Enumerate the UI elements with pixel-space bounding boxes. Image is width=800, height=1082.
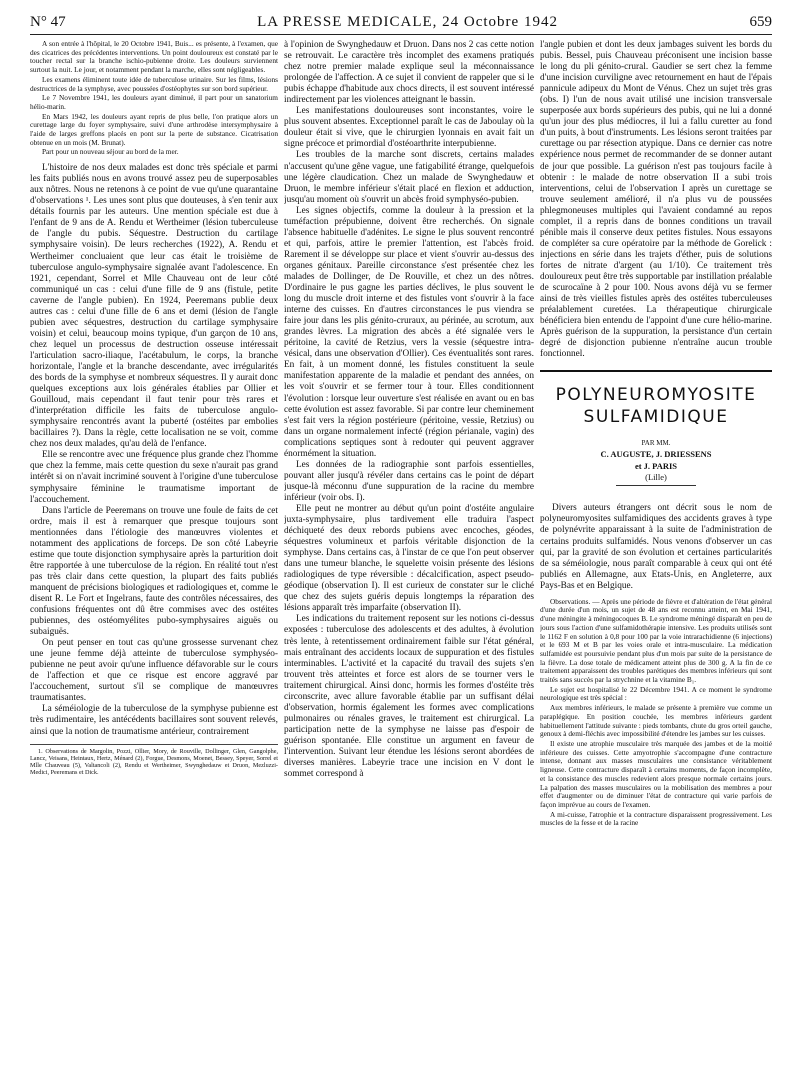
- issue-number: N° 47: [30, 14, 66, 30]
- observation-paragraph: Le sujet est hospitalisé le 22 Décembre 1941. A ce moment le syndrome neurologique est très spécial :: [540, 684, 772, 703]
- article-separator: [540, 370, 772, 372]
- case-paragraph: A son entrée à l'hôpital, le 20 Octobre 1941, Buis... es présente, à l'examen, que des cicatrices des précédentes interventions. Un point douloureux est constaté par le toucher rectal sur la branche ischio-pubienne droite. Les douleurs surviennent surtout la nuit. Le jour, et notamment pendant la marche, elles sont négligeables.: [30, 40, 278, 75]
- body-paragraph: Les manifestations douloureuses sont inconstantes, voire le plus souvent absentes. Exceptionnel paraît le cas de Jaboulay où la douleur était si vive, que le chirurgien lyonnais en avait fait un signe précoce et primordial d'ostéoarthrite interpubienne.: [284, 106, 534, 150]
- column-middle: [284, 40, 534, 1068]
- article-paragraph: Divers auteurs étrangers ont décrit sous le nom de polyneuromyosites sulfamidiques des accidents graves à type de polynévrite apparaissant à la suite de l'administration de certains produits sulfamidés. Nous venons d'observer un cas qui, par la gravité de son évolution et certaines particularités de sa séméiologie, nous paraît comparable à ceux qui ont été publiés en Allemagne, aux Etats-Unis, en Angleterre, aux Pays-Bas et en Belgique.: [540, 503, 772, 591]
- header-rule: [30, 34, 772, 35]
- article-title-line: SULFAMIDIQUE: [583, 407, 729, 428]
- journal-title: LA PRESSE MEDICALE, 24 Octobre 1942: [257, 14, 558, 30]
- body-paragraph: Les données de la radiographie sont parfois essentielles, pouvant aller jusqu'à révéler dans certains cas le point de départ jusque-là méconnu d'une suppuration de la racine du membre inférieur (voir obs. I).: [284, 459, 534, 503]
- observation-paragraph: Observations. — Après une période de fièvre et d'altération de l'état général d'une durée d'un mois, un sujet de 48 ans est reconnu atteint, en Mai 1941, d'une méningite à méningocoques B. Le syndrome méningé disparaît en peu de jours sous l'action d'une sulfamidothérapie intensive. Les produits utilisés sont le 1162 F en solution à 0,8 pour 100 par la voie intrarachidienne (6 injections) et le 693 M et B par les voies orale et intra-musculaire. La médication sulfamidée est poursuivie pendant plus d'un mois par suite de la persistance de la fièvre. La dose totale de médicament atteint plus de 300 g. A la fin de ce traitement apparaissent des troubles parétiques des membres inférieurs qui sont traités sans succès par la strychnine et la vitamine B₁.: [540, 596, 772, 685]
- byline-par: PAR MM.: [641, 439, 671, 448]
- author-city: (Lille): [645, 472, 667, 483]
- observation-block: [540, 598, 772, 828]
- case-paragraph: Le 7 Novembre 1941, les douleurs ayant diminué, il part pour un sanatorium hélio-marin.: [30, 93, 278, 111]
- body-paragraph: La séméiologie de la tuberculose de la symphyse pubienne est très rudimentaire, les antécédents bacillaires sont souvent relevés, ainsi que la notion de traumatisme antérieur, contrairement: [30, 704, 278, 737]
- article-byline: [540, 438, 772, 482]
- body-paragraph: Elle se rencontre avec une fréquence plus grande chez l'homme que chez la femme, mais cette question du sexe n'aurait pas grand intérêt si on n'avait incriminé souvent à l'origine d'une tuberculose symphysaire féminine le traumatisme important de l'accouchement.: [30, 450, 278, 505]
- observation-paragraph: Aux membres inférieurs, le malade se présente à première vue comme un paraplégique. En position couchée, les membres inférieurs gardent habituellement l'attitude suivante : pieds tombants, chute du gros orteil gauche, genoux à demi-fléchis avec impossibilité d'étendre les jambes sur les cuisses.: [540, 703, 772, 739]
- article-title: [540, 384, 772, 428]
- body-paragraph: Les indications du traitement reposent sur les notions ci-dessus exposées : tuberculose des adolescents et des adultes, à évolution très lente, à retentissement ordinairement faible sur l'état général, mais entraînant des accidents locaux de suppuration et des fistules interminables. L'activité et la capacité du travail des sujets s'en trouvent très atteintes et force est alors de se tourner vers le traitement chirurgical. Ainsi donc, hormis les formes d'ostéite très circonscrite, avec allure favorable établie par un suffisant délai d'observation, hormis également les formes avec complications pulmonaires ou rénales graves, le traitement est chirurgical. La participation nette de la symphyse ne laisse pas d'espoir de guérison spontanée. Elle constitue un argument en faveur de l'intervention. Suivant leur étendue les lésions seront abordées de diverses manières. Labeyrie trace une incision en V dont le sommet correspond à: [284, 614, 534, 780]
- body-paragraph: Les troubles de la marche sont discrets, certains malades n'accusent qu'une gêne vague, une fatigabilité étrange, quelquefois une légère claudication. Chez un malade de Swynghedauw et Druon, le membre inférieur s'était placé en flexion et adduction, jusqu'au moment où s'ouvrit un abcès froid symphyséo-pubien.: [284, 150, 534, 205]
- body-paragraph: L'histoire de nos deux malades est donc très spéciale et parmi les faits publiés nous en avons trouvé assez peu de superposables aux nôtres. Nous ne retenons à ce point de vue qu'une quarantaine d'observations ¹. Les unes sont plus que douteuses, à s'en tenir aux détails fournis par les auteurs. Une mention spéciale est due à l'enfant de 9 ans de A. Rendu et Wertheimer (lésion tuberculeuse de l'angle du pubis. Séquestre. Destruction du cartilage symphysaire voisin). De leurs recherches (1922), A. Rendu et Wertheimer concluaient que leur cas était le troisième de tuberculose angulo-symphysaire signalée avant l'adolescence. En 1921, cependant, Sorrel et Mlle Chauveau ont de leur côté communiqué un cas : celui d'une fille de 9 ans (fistule, petite caverne de l'angle pubien). En 1924, Peeremans publie deux autres cas : celui d'une fille de 6 ans et demi (lésion de l'angle pubien avec séquestres, destruction du cartilage symphysaire voisin) et celui, beaucoup moins typique, d'un garçon de 10 ans, chez lequel un processus de destruction osseuse intéressait l'articulation sacro-iliaque, l'acétabulum, le corps, la branche horizontale, l'angle et la branche descendante, avec irrégularités des bords de la symphyse et nombreux séquestres. Il y aurait donc quelques exceptions aux lois générales établies par Ollier et Gouilloud, mais cependant il faut tenir pour très rares et d'interprétation difficile les faits de tuberculose angulo-symphysaire rencontrés avant la puberté (ostéites par embolies bacillaires ?). Dans la règle, cette localisation ne se voit, comme chez nos deux malades, qu'au delà de l'enfance.: [30, 163, 278, 450]
- body-paragraph: Elle peut ne montrer au début qu'un point d'ostéite angulaire juxta-symphysaire, plus tardivement elle traduira l'aspect déchiqueté des deux rebords pubiens avec encoches, géodes, séquestres volumineux et parfois véritable disjonction de la symphyse. Dans certains cas, à l'instar de ce que l'on peut observer dans une tumeur blanche, le squelette voisin présente des lésions radiologiques de type réversible : décalcification, aspect pseudo-géodique (observation I). Il est curieux de constater sur le cliché que chez des sujets guéris depuis longtemps la réparation des lésions apparaît très imparfaite (observation II).: [284, 503, 534, 614]
- footnote-text: 1. Observations de Margolin, Pozzi, Ollier, Mory, de Rouville, Dollinger, Glen, Gangolphe, Lancz, Veisans, Heintaux, Hertz, Ménard (2), Forgue, Desmons, Moenet, Bessey, Speyer, Sorrel et Mlle Chauveau (5), Valtancoli (2), Rendu et Wertheimer, Swynghedauw et Druon, Mezluzzi-Medici, Peeremans et Dick.: [30, 747, 278, 777]
- body-paragraph: à l'opinion de Swynghedauw et Druon. Dans nos 2 cas cette notion se retrouvait. Le caractère très incomplet des examens pratiqués chez notre premier malade explique seul la méconnaissance prolongée de l'affection. A ce sujet il convient de rappeler que si le pubis échappe d'habitude aux chocs directs, il est souvent intéressé indirectement par les violences atteignant le bassin.: [284, 40, 534, 106]
- page-header: [30, 14, 772, 36]
- body-paragraph: Dans l'article de Peeremans on trouve une foule de faits de cet ordre, mais il est à remarquer que presque toujours sont mentionnées dans l'étiologie des manœuvres violentes et notamment des applications de forceps. De son côté Labeyrie estime que toute disjonction symphysaire après la parturition doit être rapportée à une tuberculose de la région. En réalité tout n'est pas très clair dans cette question, la plupart des faits publiés manquent de précisions biologiques et radiologiques et, comme le disent R. Le Fort et Ingelrans, faute des contrôles nécessaires, des confusions fréquentes ont dû être commises avec des ostéites pubiennes, des ostéomyélites pubo-symphysaires aiguës ou subaiguës.: [30, 505, 278, 638]
- case-paragraph: En Mars 1942, les douleurs ayant repris de plus belle, l'on pratique alors un curettage large du foyer symphysaire, suivi d'une arthrodèse intersymphysaire à l'aide de larges greffons placés en pont sur la perte de substance. Cicatrisation obtenue en un mois (M. Brunat).: [30, 111, 278, 147]
- footnote: [30, 744, 278, 777]
- case-paragraph: Les examens éliminent toute idée de tuberculose urinaire. Sur les films, lésions destructrices de la symphyse, avec poussées d'ostéophytes sur son bord supérieur.: [30, 74, 278, 93]
- body-paragraph: On peut penser en tout cas qu'une grossesse survenant chez une jeune femme déjà atteinte de tuberculose symphyséo-pubienne ne peut avoir qu'une influence défavorable sur le cours de l'affection et que ce risque est encore aggravé par l'accouchement, surtout s'il se complique de manœuvres traumatisantes.: [30, 638, 278, 704]
- divider: [616, 485, 696, 486]
- column-left: [30, 40, 278, 1068]
- body-paragraph: l'angle pubien et dont les deux jambages suivent les bords du pubis. Bessel, puis Chauveau préconisent une incision basse le long du pli génito-crural. Gaudier se sert chez la femme d'une incision curviligne avec retournement en haut de l'épais pannicule adipeux du Mont de Vénus. Chez un sujet très gras (obs. I) l'un de nous avait utilisé une incision transversale superposée aux bords supérieurs des pubis, qui ne lui a donné qu'un jour des plus médiocres, il lui a fallu curetter au fond d'un puits, à bout d'instruments. Les lésions seront traitées par curettage ou par résection atypique. Dans ce dernier cas notre expérience nous permet de recommander de se donner autant de jour que possible. La guérison n'est pas toujours facile à obtenir : le malade de notre observation II a subi trois interventions, celui de l'observation I après un curettage se trouve seulement amélioré, il n'a plus vu de poussées phlegmoneuses multiples qui l'avaient condamné au repos complet, il a repris dans de bonnes conditions un travail pénible mais il conserve deux petites fistules. Nous essayons de compléter sa cure opératoire par la méthode de Gorelick : injections en série dans les trajets d'éther, puis de solutions fortes de nitrate d'argent (au 1/10). Ce traitement très douloureux peut être très supportable par instillation préalable de scurocaïne à 2 pour 100. Nous avons déjà vu se fermer ainsi de très vieilles fistules après des ostéites tuberculeuses préalablement curetées. La thérapeutique chirurgicale bénéficiera bien entendu de l'appoint d'une cure hélio-marine. Après guérison de la suppuration, la persistance d'un certain degré de disjonction pubienne n'entraîne aucun trouble fonctionnel.: [540, 40, 772, 360]
- body-paragraph: Les signes objectifs, comme la douleur à la pression et la tuméfaction prépubienne, doivent être recherchés. On signale l'absence habituelle d'adénites. Le signe le plus souvent rencontré et qui, parfois, attire le premier l'attention, est l'abcès froid. Rarement il se développe sur place et vient s'ouvrir au-dessus des organes génitaux. Pareille circonstance s'est présentée chez les malades de Dollinger, de De Rouville, et chez un des nôtres. D'ordinaire le pus gagne les parties déclives, le plus souvent le long du muscle droit interne et des fistules vont s'ouvrir à la face interne des cuisses. En d'autres circonstances le pus viendra se faire jour dans les plis génito-cruraux, au périnée, au scrotum, aux grandes lèvres. La migration des abcès a été signalée vers le péritoine, la cavité de Retzius, vers la vessie (séquestre intra-vésical, dans une observation d'Ollier). Ces éventualités sont rares. En fait, à un moment donné, les fistules constituent la seule manifestation apparente de la maladie et pendant des années, on les voit s'ouvrir et se fermer tour à tour. Elles conditionnent l'évolution : lorsque leur ouverture s'est réalisée en avant ou en bas cette évolution est assez favorable. Si par contre leur cheminement s'est fait vers la région postérieure (péritoine, vessie, Retzius) ou dans un organe normalement infecté (région périanale, vagin) des complications septiques sont à redouter qui peuvent aggraver énormément la situation.: [284, 205, 534, 459]
- article-title-line: POLYNEUROMYOSITE: [555, 385, 757, 406]
- authors: et J. PARIS: [634, 461, 678, 472]
- page-number: 659: [749, 14, 772, 30]
- observation-paragraph: A mi-cuisse, l'atrophie et la contracture disparaissent progressivement. Les muscles de la fesse et de la racine: [540, 809, 772, 828]
- authors: C. AUGUSTE, J. DRIESSENS: [600, 449, 712, 460]
- column-right: [540, 40, 772, 1068]
- case-paragraph: Part pour un nouveau séjour au bord de la mer.: [42, 147, 179, 157]
- observation-paragraph: Il existe une atrophie musculaire très marquée des jambes et de la moitié inférieure des cuisses. Cette amyotrophie s'accompagne d'une contracture intense, donnant aux masses musculaires une consistance véritablement ligneuse. Cette contracture disparaît à certains moments, de façon incomplète, et la consistance des muscles redevient alors presque normale certains jours. La palpation des masses musculaires ou la mobilisation des membres a pour effet d'augmenter ou de diminuer l'état de contracture qui varie parfois de façon imprévue au cours de l'examen.: [540, 738, 772, 809]
- case-report: [30, 40, 278, 157]
